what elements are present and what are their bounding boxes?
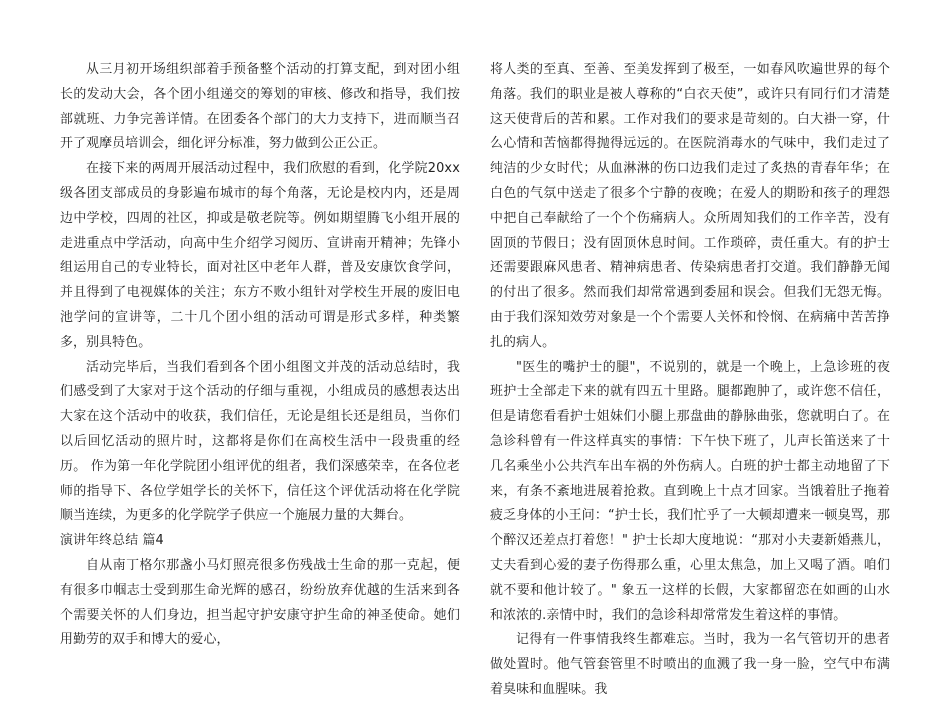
paragraph-continuation: 将人类的至真、至善、至美发挥到了极至，一如春风吹遍世界的每个角落。我们的职业是被人尊称的“白衣天使”，或许只有同行们才清楚这天使背后的苦和累。工作对我们的要求是苛刻的。白大褂一穿，什么心情和苦恼都得抛得远远的。在医院消毒水的气味中，我们走过了纯洁的少女时代；从血淋淋的伤口边我们走过了炙热的青春年华；在白色的气氛中送走了很多个宁静的夜晚；在爱人的期盼和孩子的理怨中把自己奉献给了一个个伤痛病人。众所周知我们的工作辛苦，没有固顶的节假日；没有固顶休息时间。工作琐碎，责任重大。有的护士还需要跟麻风患者、精神病患者、传染病患者打交道。我们静静无闻的付出了很多。然而我们却常常遇到委屈和误会。但我们无怨无悔。由于我们深知效劳对象是一个个需要人关怀和怜悯、在病痛中苦苦挣扎的病人。 — [490, 62, 890, 350]
paragraph: 记得有一件事情我终生都难忘。当时，我为一名气管切开的患者做处置时。他气管套管里不时喷出的血溅了我一身一脸，空气中布满着臭味和血腥味。我 — [490, 632, 890, 697]
paragraph: "医生的嘴护士的腿"，不说别的，就是一个晚上，上急诊班的夜班护士全部走下来的就有四五十里路。腿都跑肿了，或许您不信任，但是请您看看护士姐妹们小腿上那盘曲的静脉曲张，您就明白了。在急诊科曾有一件这样真实的事情：下午快下班了，儿声长笛送来了十几名乘坐小公共汽车出车祸的外伤病人。白班的护士都主动地留了下来，有条不紊地进展着抢救。直到晚上十点才回家。当饿着肚子拖着疲乏身体的小王问：“护士长，我们忙乎了一大顿却遭来一顿臭骂，那个醉汉还差点打着您！" 护士长却大度地说：“那对小夫妻新婚燕儿，丈夫看到心爱的妻子伤得那么重，心里太焦急，加上又喝了酒。咱们就不要和他计较了。" 象五一这样的长假，大家都留恋在如画的山水和浓浓的.亲情中时，我们的急诊科却常常发生着这样的事情。 — [490, 359, 890, 623]
left-column — [60, 58, 460, 653]
paragraph: 从三月初开场组织部着手预备整个活动的打算支配，到对团小组长的发动大会，各个团小组递交的筹划的审核、修改和指导，我们按部就班、力争完善详情。在团委各个部门的大力支持下，进而顺当召开了观摩员培训会，细化评分标准，努力做到公正公正。 — [60, 62, 460, 152]
paragraph: 在接下来的两周开展活动过程中，我们欣慰的看到，化学院20xx级各团支部成员的身影遍布城市的每个角落，无论是校内内，还是周边中学校，四周的社区，抑或是敬老院等。例如期望腾飞小组开展的走进重点中学活动，向高中生介绍学习阅历、宣讲南开精神；先锋小组运用自己的专业特长，面对社区中老年人群，普及安康饮食学问，并且得到了电视媒体的关注；东方不败小组针对学校生开展的废旧电池学问的宣讲等，二十几个团小组的活动可谓是形式多样，种类繁多，别具特色。 — [60, 161, 460, 350]
paragraph: 自从南丁格尔那盏小马灯照亮很多伤残战士生命的那一克起，便有很多巾帼志士受到那生命光辉的感召，纷纷放弃优越的生活来到各个需要关怀的人们身边，担当起守护安康守护生命的神圣使命。她们用勤劳的双手和博大的爱心， — [60, 557, 460, 648]
paragraph: 活动完毕后，当我们看到各个团小组图文并茂的活动总结时，我们感受到了大家对于这个活动的仔细与重视，小组成员的感想表达出大家在这个活动中的收获，我们信任，无论是组长还是组员，当你们以后回忆活动的照片时，这都将是你们在高校生活中一段贵重的经历。 作为第一年化学院团小组评优的组者，我们深感荣幸，在各位老师的指导下、各位学姐学长的关怀下，信任这个评优活动将在化学院顺当连续，为更多的化学院学子供应一个施展力量的大舞台。 — [60, 359, 460, 524]
section-heading: 演讲年终总结 篇4 — [60, 533, 164, 549]
right-column — [490, 58, 890, 703]
